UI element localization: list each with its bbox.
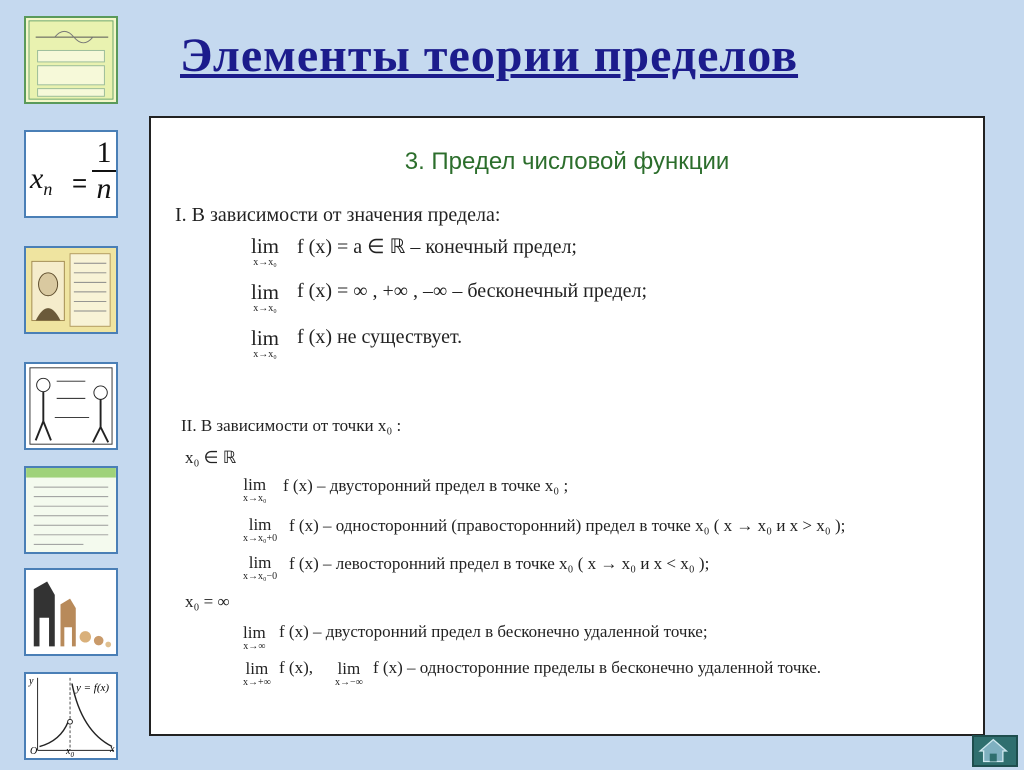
sequence-formula: $x_n$ <box>30 162 53 199</box>
limit-notation: lim x→+∞ <box>243 659 271 688</box>
slide-thumbnail-2[interactable] <box>24 130 118 218</box>
portrait-thumbnail-icon <box>26 248 116 332</box>
fraction <box>92 136 116 206</box>
origin-label: O <box>30 746 38 757</box>
slide-content-panel <box>149 116 985 736</box>
infinity-one-sided-part: f (x), <box>279 658 313 677</box>
cartoon-thumbnail-icon <box>26 364 116 448</box>
slide-thumbnail-4[interactable] <box>24 362 118 450</box>
x0-label: $x_0$ <box>66 746 74 759</box>
limit-notation: lim x→x₀ <box>243 475 267 504</box>
infinite-limit-line: f (x) = ∞ , +∞ , –∞ – бесконечный предел; <box>297 280 648 302</box>
infinity-two-sided-line: f (x) – двусторонний предел в бесконечно удаленной точке; <box>279 622 708 641</box>
section-1-heading: I. В зависимости от значения предела: <box>175 204 501 226</box>
limit-notation: lim x→x₀ <box>251 326 280 360</box>
page-title: Элементы теории пределов <box>180 29 799 82</box>
x-axis-label: x <box>110 744 115 755</box>
equals-sign: = <box>72 168 88 198</box>
slide-thumbnail-5[interactable] <box>24 466 118 554</box>
two-sided-limit-line: f (x) – двусторонний предел в точке x₀ ; <box>283 476 569 495</box>
limit-notation: lim x→x₀ <box>251 234 280 268</box>
limit-notation: lim x→x₀ <box>251 280 280 314</box>
limit-notation: lim x→x₀−0 <box>243 553 278 582</box>
slide-thumbnail-3[interactable] <box>24 246 118 334</box>
case-finite-point: x₀ ∈ ℝ <box>185 448 237 467</box>
left-sided-limit-line: f (x) – левосторонний предел в точке x₀ ( x → x₀ и x < x₀ ); <box>289 554 710 573</box>
slide-subtitle: 3. Предел числовой функции <box>404 148 730 175</box>
home-button[interactable] <box>972 735 1018 767</box>
slide-thumbnail-6[interactable] <box>24 568 118 656</box>
notes-thumbnail-icon <box>26 468 116 552</box>
home-icon <box>974 737 1016 765</box>
finite-limit-line: f (x) = a ∈ ℝ – конечный предел; <box>297 236 577 258</box>
limit-notation: lim x→x₀+0 <box>243 515 278 544</box>
infinity-one-sided-line: f (x) – односторонние пределы в бесконечно удаленной точке. <box>373 658 822 677</box>
number-line-thumbnail-icon <box>26 18 116 102</box>
slide-thumbnail-7[interactable] <box>24 672 118 760</box>
section-2-heading: II. В зависимости от точки x₀ : <box>181 416 402 435</box>
slide-thumbnail-1[interactable] <box>24 16 118 104</box>
dogs-thumbnail-icon <box>26 570 116 654</box>
fraction-denominator: n <box>92 170 116 206</box>
right-sided-limit-line: f (x) – односторонний (правосторонний) предел в точке x₀ ( x → x₀ и x > x₀ ); <box>289 516 846 535</box>
y-axis-label: y <box>29 676 34 687</box>
limit-notation: lim x→∞ <box>243 623 266 652</box>
fraction-numerator: 1 <box>96 136 112 169</box>
case-infinity: x₀ = ∞ <box>185 592 230 611</box>
nonexistent-limit-line: f (x) не существует. <box>297 326 463 348</box>
limit-notation: lim x→−∞ <box>335 659 363 688</box>
function-label: y = f(x) <box>76 682 110 694</box>
